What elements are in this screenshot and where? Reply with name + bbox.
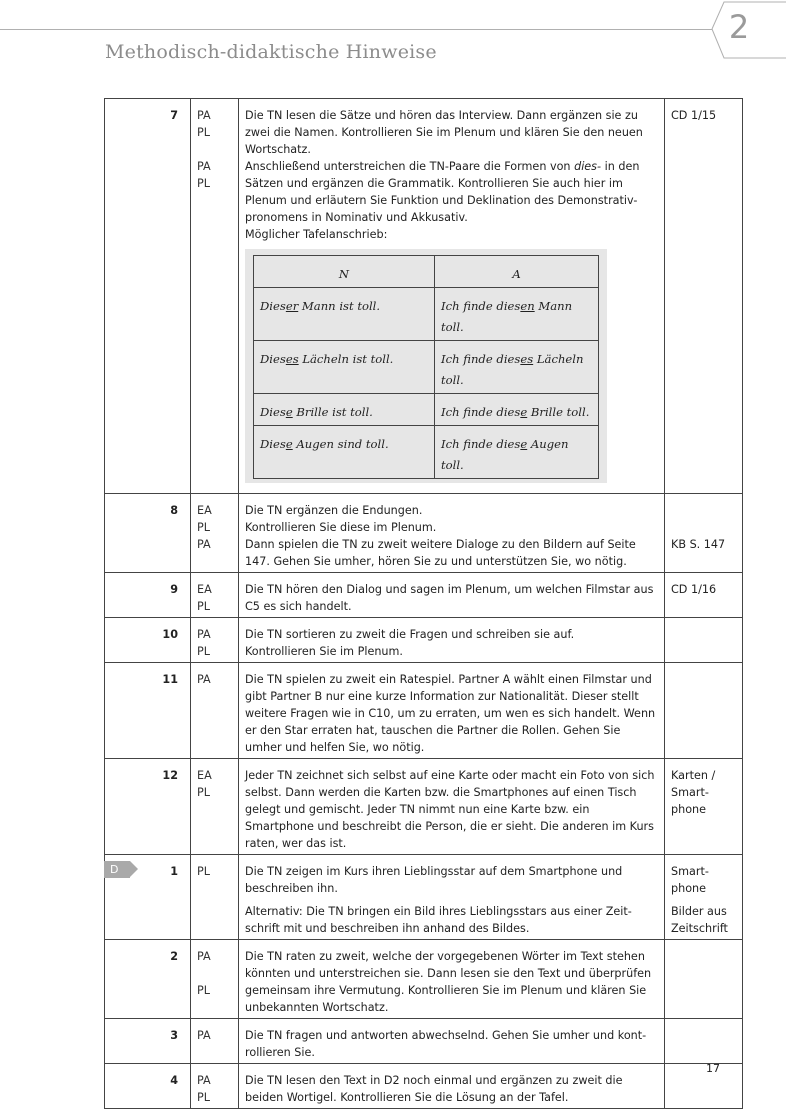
- step-number: 12: [105, 759, 191, 855]
- material-cell: CD 1/16: [665, 573, 743, 618]
- social-form: PA PL: [191, 1064, 239, 1109]
- instruction-text: Die TN raten zu zweit, welche der vorgegebenen Wörter im Text stehen könnten und unterstreichen sie. Dann lesen sie den Text und überprüfen gemeinsam ihre Vermutung. Kontrollieren Sie im Plenum und klären Sie unbekannten Wortschatz.: [239, 940, 665, 1019]
- blackboard-example: [245, 249, 607, 483]
- form-label: PL: [197, 126, 210, 139]
- material-cell: [665, 940, 743, 1019]
- social-form: [191, 99, 239, 494]
- text-paragraph: Die TN lesen die Sätze und hören das Interview. Dann ergänzen sie zu zwei die Namen. Kontrollieren Sie im Plenum und klären Sie den neuen Wortschatz.: [245, 109, 643, 156]
- material-cell: [665, 1019, 743, 1064]
- social-form: PL: [191, 855, 239, 940]
- instruction-text: Die TN spielen zu zweit ein Ratespiel. Partner A wählt einen Filmstar und gibt Partner B nur eine kurze Information zur Nationalität. Dieser stellt weitere Fragen wie in C10, um zu erraten, um wen es sich handelt. Wenn er den Star erraten hat, tauschen die Partner die Rollen. Gehen Sie umher und helfen Sie, wo nötig.: [239, 663, 665, 759]
- table-row: [105, 855, 743, 940]
- form-label: PA: [197, 160, 211, 173]
- step-number: D 1: [105, 855, 191, 940]
- instruction-text: Die TN sortieren zu zweit die Fragen und schreiben sie auf. Kontrollieren Sie im Plenum.: [239, 618, 665, 663]
- table-row: [105, 618, 743, 663]
- board-row: Diese Augen sind toll. Ich finde diese Augen toll.: [254, 426, 599, 479]
- step-number: 8: [105, 494, 191, 573]
- board-header-n: N: [254, 256, 435, 288]
- table-row: [105, 573, 743, 618]
- board-row: Dieser Mann ist toll. Ich finde diesen Mann toll.: [254, 288, 599, 341]
- instruction-text: [239, 99, 665, 494]
- social-form: PA PL: [191, 940, 239, 1019]
- section-marker-d: D: [104, 861, 130, 878]
- material-cell: [665, 1064, 743, 1109]
- instruction-text: Die TN lesen den Text in D2 noch einmal und ergänzen zu zweit die beiden Wortigel. Kontrollieren Sie die Lösung an der Tafel.: [239, 1064, 665, 1109]
- lesson-plan-table: [104, 98, 743, 1109]
- board-row: Dieses Lächeln ist toll. Ich finde dieses Lächeln toll.: [254, 341, 599, 394]
- chapter-number: 2: [728, 8, 750, 46]
- table-row: [105, 1064, 743, 1109]
- instruction-text: Die TN ergänzen die Endungen. Kontrollieren Sie diese im Plenum. Dann spielen die TN zu zweit weitere Dialoge zu den Bildern auf Seite 147. Gehen Sie umher, hören Sie zu und unterstützen Sie, wo nötig.: [239, 494, 665, 573]
- instruction-text: Die TN fragen und antworten abwechselnd. Gehen Sie umher und kont-rollieren Sie.: [239, 1019, 665, 1064]
- text-paragraph: Möglicher Tafelanschrieb:: [245, 228, 388, 241]
- form-label: PL: [197, 177, 210, 190]
- header-rule: [0, 29, 712, 30]
- page-title: Methodisch-didaktische Hinweise: [105, 41, 437, 63]
- step-number: 2: [105, 940, 191, 1019]
- material-cell: Smart-phone Bilder aus Zeitschrift: [665, 855, 743, 940]
- step-number: 10: [105, 618, 191, 663]
- page-number: 17: [706, 1062, 720, 1075]
- social-form: EA PL PA: [191, 494, 239, 573]
- table-row: [105, 759, 743, 855]
- social-form: PA PL: [191, 618, 239, 663]
- board-row: Diese Brille ist toll. Ich finde diese Brille toll.: [254, 394, 599, 426]
- material-cell: [665, 663, 743, 759]
- step-number: 11: [105, 663, 191, 759]
- table-row: [105, 494, 743, 573]
- instruction-text: Jeder TN zeichnet sich selbst auf eine Karte oder macht ein Foto von sich selbst. Dann werden die Karten bzw. die Smartphones auf einen Tisch gelegt und gemischt. Jeder TN nimmt nun eine Karte bzw. ein Smartphone und beschreibt die Person, die er sieht. Die anderen im Kurs raten, wer das ist.: [239, 759, 665, 855]
- material-cell: Karten / Smart-phone: [665, 759, 743, 855]
- table-row: [105, 940, 743, 1019]
- table-row: [105, 1019, 743, 1064]
- text-paragraph: Anschließend unterstreichen die TN-Paare die Formen von dies- in den Sätzen und ergänzen die Grammatik. Kontrollieren Sie auch hier im Plenum und erläutern Sie Funktion und Deklination des Demonstrativ-pronomens in Nominativ und Akkusativ.: [245, 160, 640, 224]
- instruction-text: Die TN hören den Dialog und sagen im Plenum, um welchen Filmstar aus C5 es sich handelt.: [239, 573, 665, 618]
- table-row: [105, 663, 743, 759]
- social-form: PA: [191, 1019, 239, 1064]
- table-row: [105, 99, 743, 494]
- material-cell: CD 1/15: [665, 99, 743, 494]
- board-header-a: A: [435, 256, 599, 288]
- instruction-text: Die TN zeigen im Kurs ihren Lieblingsstar auf dem Smartphone und beschreiben ihn. Alternativ: Die TN bringen ein Bild ihres Lieblingsstars aus einer Zeit-schrift mit und beschreiben ihn anhand des Bildes.: [239, 855, 665, 940]
- material-cell: KB S. 147: [665, 494, 743, 573]
- social-form: EA PL: [191, 759, 239, 855]
- social-form: PA: [191, 663, 239, 759]
- social-form: EA PL: [191, 573, 239, 618]
- step-number: 3: [105, 1019, 191, 1064]
- step-number: 7: [105, 99, 191, 494]
- step-number: 4: [105, 1064, 191, 1109]
- material-cell: [665, 618, 743, 663]
- step-number: 9: [105, 573, 191, 618]
- form-label: PA: [197, 109, 211, 122]
